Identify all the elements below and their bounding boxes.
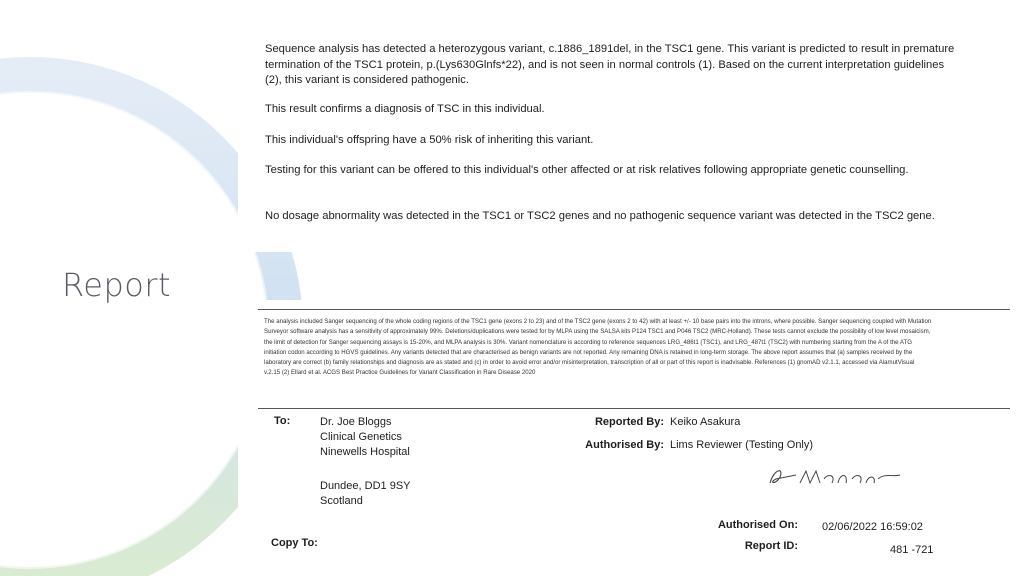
- divider: [258, 408, 1010, 409]
- authorised-on-value: 02/06/2022 16:59:02: [822, 521, 923, 533]
- reported-by-value: Keiko Asakura: [670, 416, 741, 428]
- report-paragraph: Testing for this variant can be offered to this individual's other affected or at risk relatives following appropriate genetic counselling.: [265, 164, 909, 176]
- report-paragraph: Sequence analysis has detected a heterozygous variant, c.1886_1891del, in the TSC1 gene. This variant is predicted to result in premature termination of the TSC1 protein, p.(Lys630Glnfs*22), and is not seen in normal controls (1). Based on the current interpretation guidelines (2), this variant is considered pathogenic.: [265, 43, 955, 87]
- authorised-on-label: Authorised On:: [717, 519, 798, 531]
- recipient-hospital: Ninewells Hospital: [320, 446, 410, 458]
- address-country: Scotland: [320, 495, 363, 507]
- signature: [766, 463, 906, 489]
- authorised-by-value: Lims Reviewer (Testing Only): [670, 439, 814, 451]
- address-block: [320, 479, 411, 509]
- report-excerpt-top: [238, 30, 1024, 252]
- report-paragraph: No dosage abnormality was detected in the TSC1 or TSC2 genes and no pathogenic sequence variant was detected in the TSC2 gene.: [265, 210, 935, 222]
- report-paragraph: This individual's offspring have a 50% risk of inheriting this variant.: [265, 134, 594, 146]
- to-label: To:: [274, 415, 291, 427]
- authorised-by-label: Authorised By:: [585, 439, 664, 451]
- address-city: Dundee, DD1 9SY: [320, 480, 411, 492]
- report-id-label: Report ID:: [744, 540, 798, 552]
- methods-text: The analysis included Sanger sequencing of the whole coding regions of the TSC1 gene (exons 2 to 23) and of the TSC2 gene (exons 2 to 42) with at least +/- 10 base pairs into the introns, where possible. Sanger sequencing coupled with Mutation Surveyor software analysis has a sensitivity of approximately 99%. Deletions/duplications were tested for by MLPA using the SALSA kits P124 TSC1 and P046 TSC2 (MRC-Holland). These tests cannot exclude the possibility of low level mosaicism, the limit of detection for Sanger sequencing assays is 15-20%, and MLPA analysis is 30%. Variant nomenclature is according to reference sequences LRG_486t1 (TSC1), and LRG_487t1 (TSC2) with numbering starting from the A of the ATG initiation codon according to HGVS guidelines. Any variants detected that are characterised as benign variants are not reported. Any remaining DNA is retained in long-term storage. The above report assumes that (a) samples received by the laboratory are correct (b) family relationships and diagnosis are as stated and (c) in order to avoid error and/or misinterpretation, transcription of all or part of this report is inadvisable. References (1) gnomAD v2.1.1, accessed via AlamutVisual v.2.15 (2) Ellard et al. ACGS Best Practice Guidelines for Variant Classification in Rare Disease 2020: [264, 318, 932, 377]
- copy-to-label: Copy To:: [271, 537, 318, 549]
- report-id-value: 481 -721: [890, 544, 934, 556]
- divider: [258, 309, 1010, 310]
- slide-title: Report: [62, 266, 172, 304]
- report-excerpt-bottom: [238, 300, 1024, 576]
- report-paragraph: This result confirms a diagnosis of TSC in this individual.: [265, 103, 545, 115]
- recipient-department: Clinical Genetics: [320, 431, 402, 443]
- recipient-name: Dr. Joe Bloggs: [320, 416, 392, 428]
- recipient-block: [320, 415, 410, 460]
- reported-by-label: Reported By:: [594, 416, 664, 428]
